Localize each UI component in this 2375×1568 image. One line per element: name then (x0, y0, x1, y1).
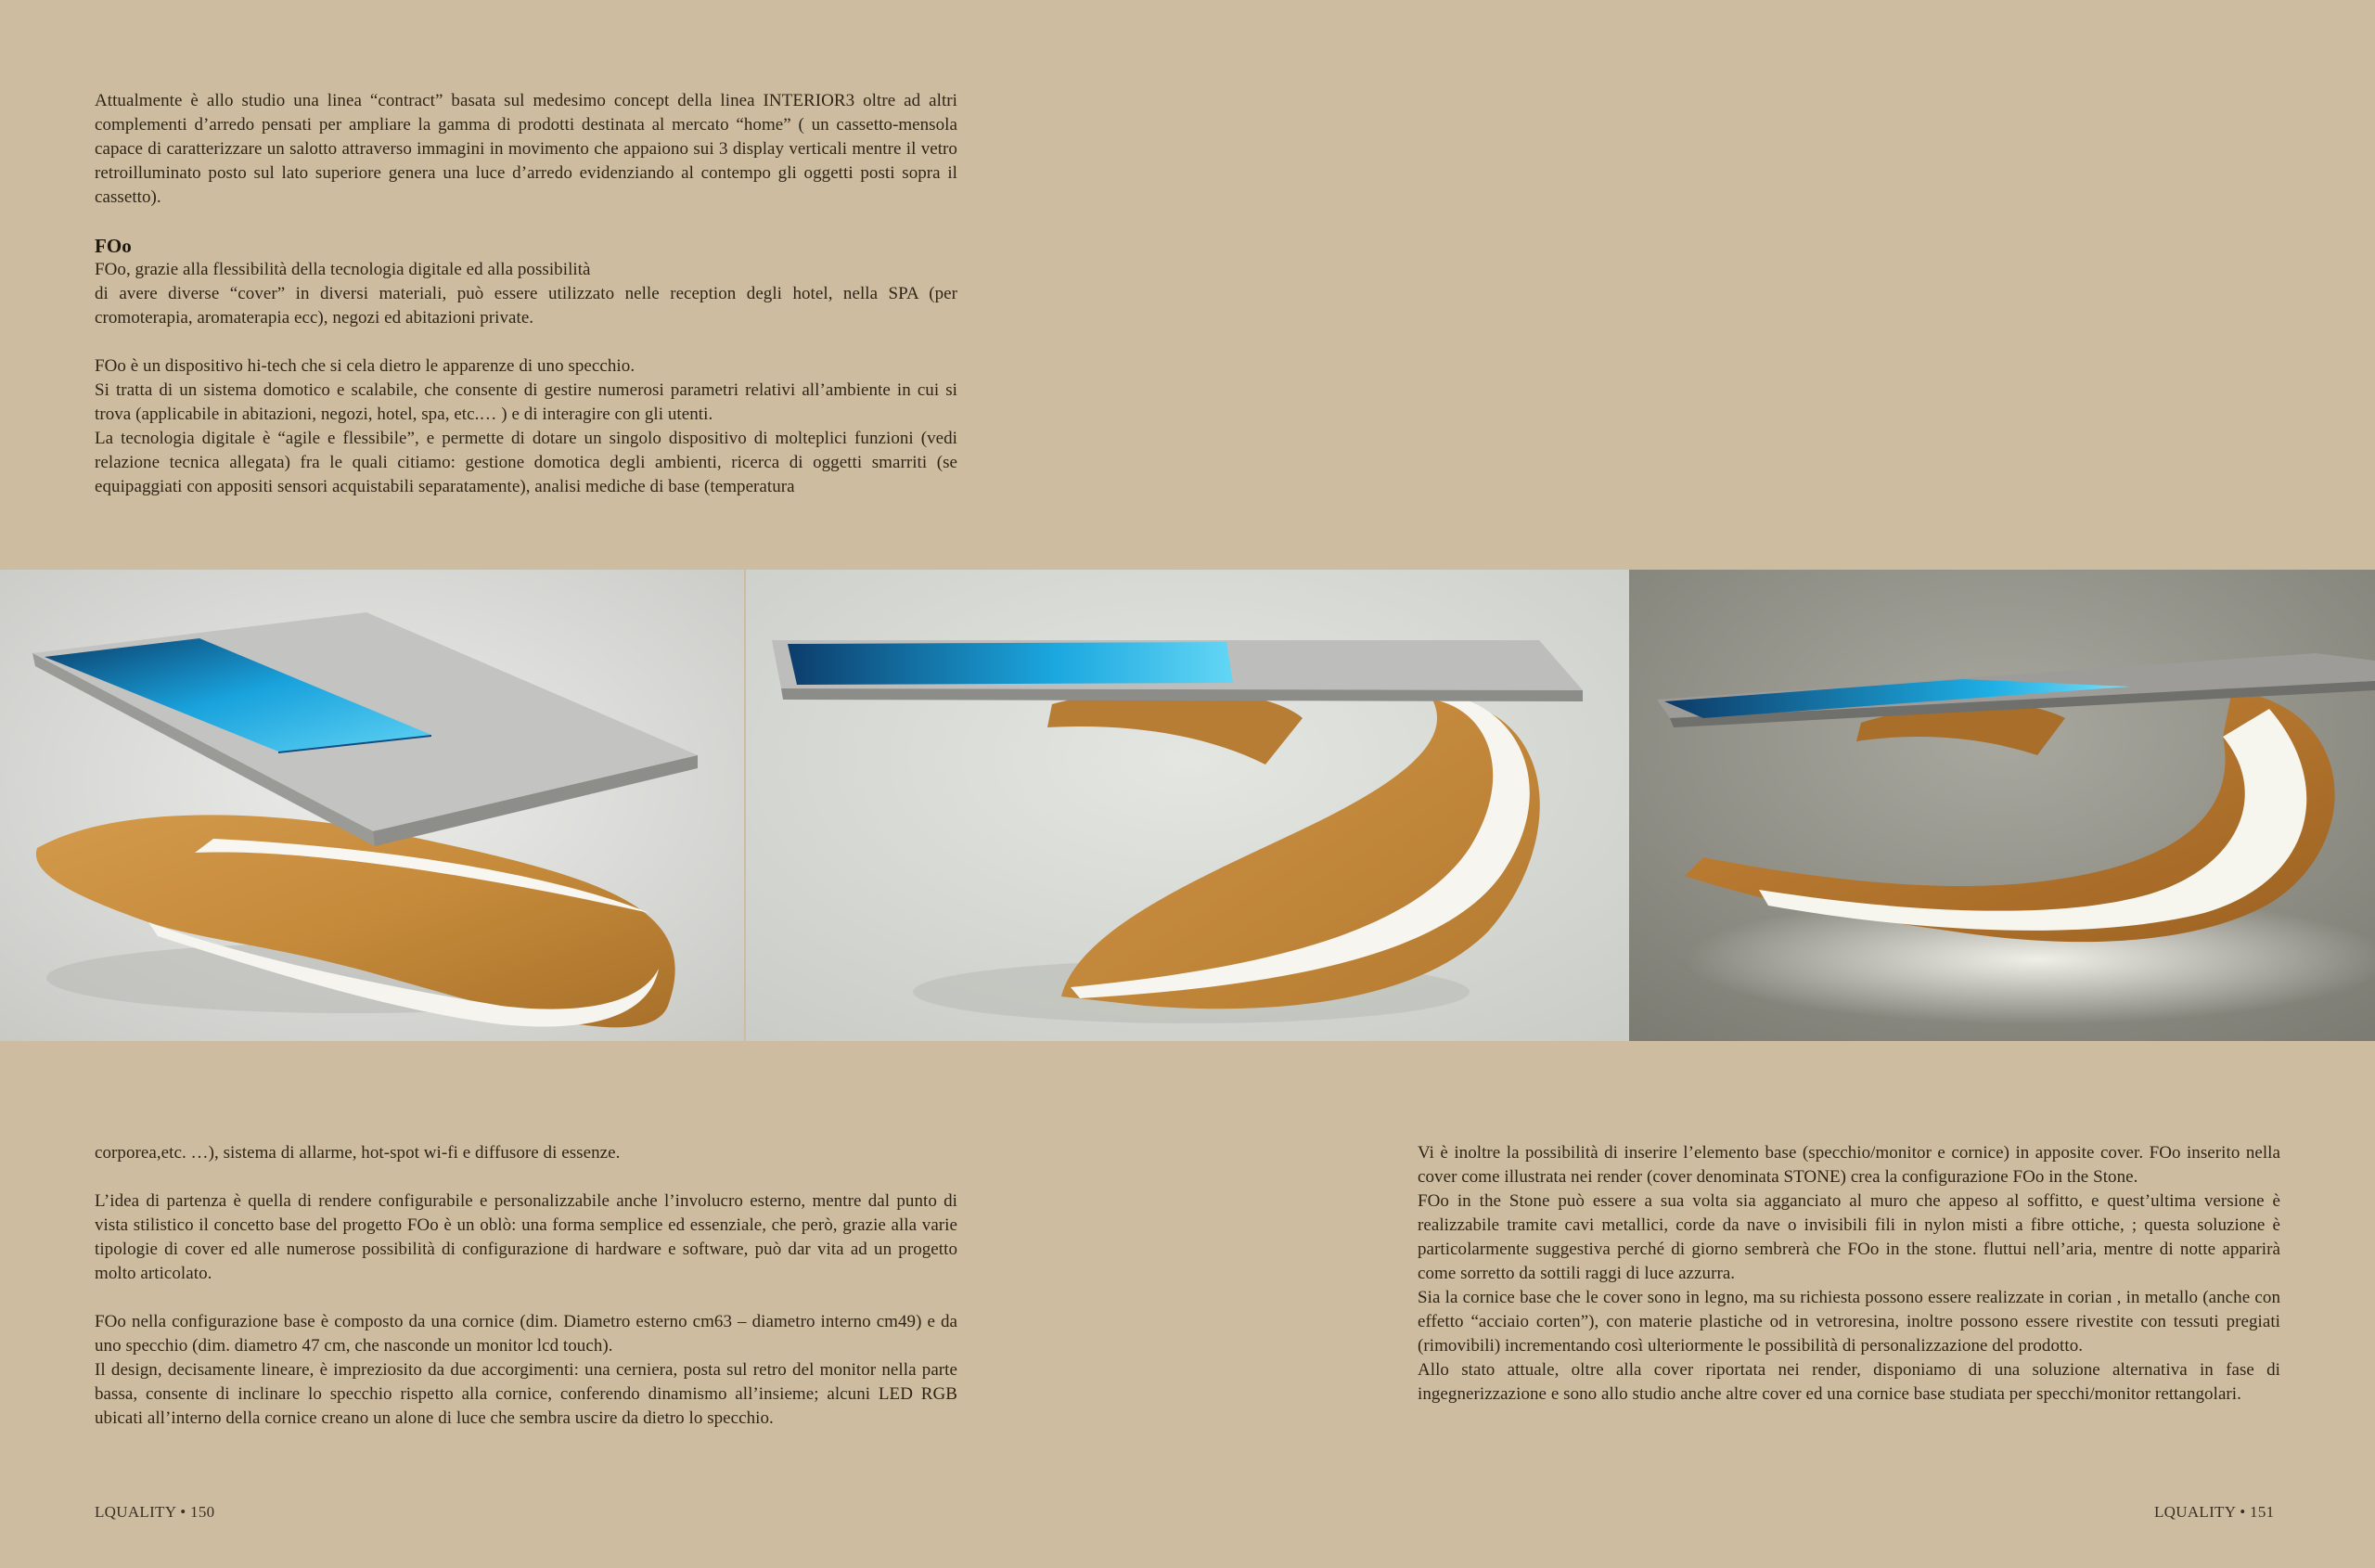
status-paragraph: Allo stato attuale, oltre alla cover riportata nei render, disponiamo di una soluzione alternativa in fase di ingegnerizzazione e sono allo studio anche altre cover ed una cornice base studiata per specchi/monitor rettangolari. (1418, 1360, 2280, 1404)
configuration-paragraph: FOo nella configurazione base è composto da una cornice (dim. Diametro esterno cm63 – diametro interno cm49) e da uno specchio (dim. diametro 47 cm, che nasconde un monitor lcd touch). (95, 1312, 957, 1356)
materials-paragraph: Sia la cornice base che le cover sono in legno, ma su richiesta possono essere realizzate in corian , in metallo (anche con effetto “acciaio corten”), con materie plastiche od in vetroresina, inoltre possono essere rivestite con tessuti pregiati (rimovibili) incrementando così ulteriormente le possibilità di personalizzazione del prodotto. (1418, 1288, 2280, 1356)
render-photo-1 (0, 570, 744, 1041)
intro-paragraph: Attualmente è allo studio una linea “contract” basata sul medesimo concept della linea INTERIOR3 oltre ad altri complementi d’arredo pensati per ampliare la gamma di prodotti destinata al mercato “home” ( un cassetto-mensola capace di caratterizzare un salotto attraverso immagini in movimento che appaiono sui 3 display verticali mentre il vetro retroilluminato posto sul lato superiore genera una luce d’arredo evidenziando al contempo gli oggetti posti sopra il cassetto). (95, 91, 957, 207)
bottom-right-text-column (1418, 1141, 2280, 1407)
foo-description: Si tratta di un sistema domotico e scalabile, che consente di gestire numerosi parametri relativi all’ambiente in cui si trova (applicabile in abitazioni, negozi, hotel, spa, etc.… ) e di interagire con gli utenti. (95, 380, 957, 424)
foo-description-line: FOo è un dispositivo hi-tech che si cela dietro le apparenze di uno specchio. (95, 356, 635, 376)
section-heading: FOo (95, 235, 132, 257)
page-number-right: LQUALITY • 151 (2154, 1503, 2275, 1521)
render-photo-3 (1629, 570, 2375, 1041)
cover-paragraph: Vi è inoltre la possibilità di inserire l’elemento base (specchio/monitor e cornice) in apposite cover. FOo inserito nella cover come illustrata nei render (cover denominata STONE) crea la configurazione FOo in the Stone. (1418, 1143, 2280, 1187)
continuation-paragraph: corporea,etc. …), sistema di allarme, hot-spot wi-fi e diffusore di essenze. (95, 1143, 621, 1163)
page-number-left: LQUALITY • 150 (95, 1503, 215, 1521)
foo-paragraph-line: FOo, grazie alla flessibilità della tecnologia digitale ed alla possibilità (95, 260, 591, 279)
render-photo-2 (746, 570, 1629, 1041)
foo-paragraph: di avere diverse “cover” in diversi materiali, può essere utilizzato nelle reception degli hotel, nella SPA (per cromoterapia, aromaterapia ecc), negozi ed abitazioni private. (95, 284, 957, 328)
concept-paragraph: L’idea di partenza è quella di rendere configurabile e personalizzabile anche l’involucro esterno, mentre dal punto di vista stilistico il concetto base del progetto FOo è un oblò: una forma semplice ed essenziale, che però, grazie alla varie tipologie di cover ed alle numerose possibilità di configurazione di hardware e software, può dar vita ad un progetto molto articolato. (95, 1191, 957, 1283)
design-paragraph: Il design, decisamente lineare, è impreziosito da due accorgimenti: una cerniera, posta sul retro del monitor nella parte bassa, consente di inclinare lo specchio rispetto alla cornice, conferendo dinamismo all’insieme; alcuni LED RGB ubicati all’interno della cornice creano un alone di luce che sembra uscire da dietro lo specchio. (95, 1360, 957, 1428)
foo-technology: La tecnologia digitale è “agile e flessibile”, e permette di dotare un singolo dispositivo di molteplici funzioni (vedi relazione tecnica allegata) fra le quali citiamo: gestione domotica degli ambienti, ricerca di oggetti smarriti (se equipaggiati con appositi sensori acquistabili separatamente), analisi mediche di base (temperatura (95, 429, 957, 496)
top-text-column (95, 89, 957, 499)
bottom-left-text-column (95, 1141, 957, 1431)
stone-paragraph: FOo in the Stone può essere a sua volta sia agganciato al muro che appeso al soffitto, e quest’ultima versione è realizzabile tramite cavi metallici, corde da nave o invisibili fili in nylon misti a fibre ottiche, ; questa soluzione è particolarmente suggestiva perché di giorno sembrerà che FOo in the stone. fluttui nell’aria, mentre di notte apparirà come sorretto da sottili raggi di luce azzurra. (1418, 1191, 2280, 1283)
